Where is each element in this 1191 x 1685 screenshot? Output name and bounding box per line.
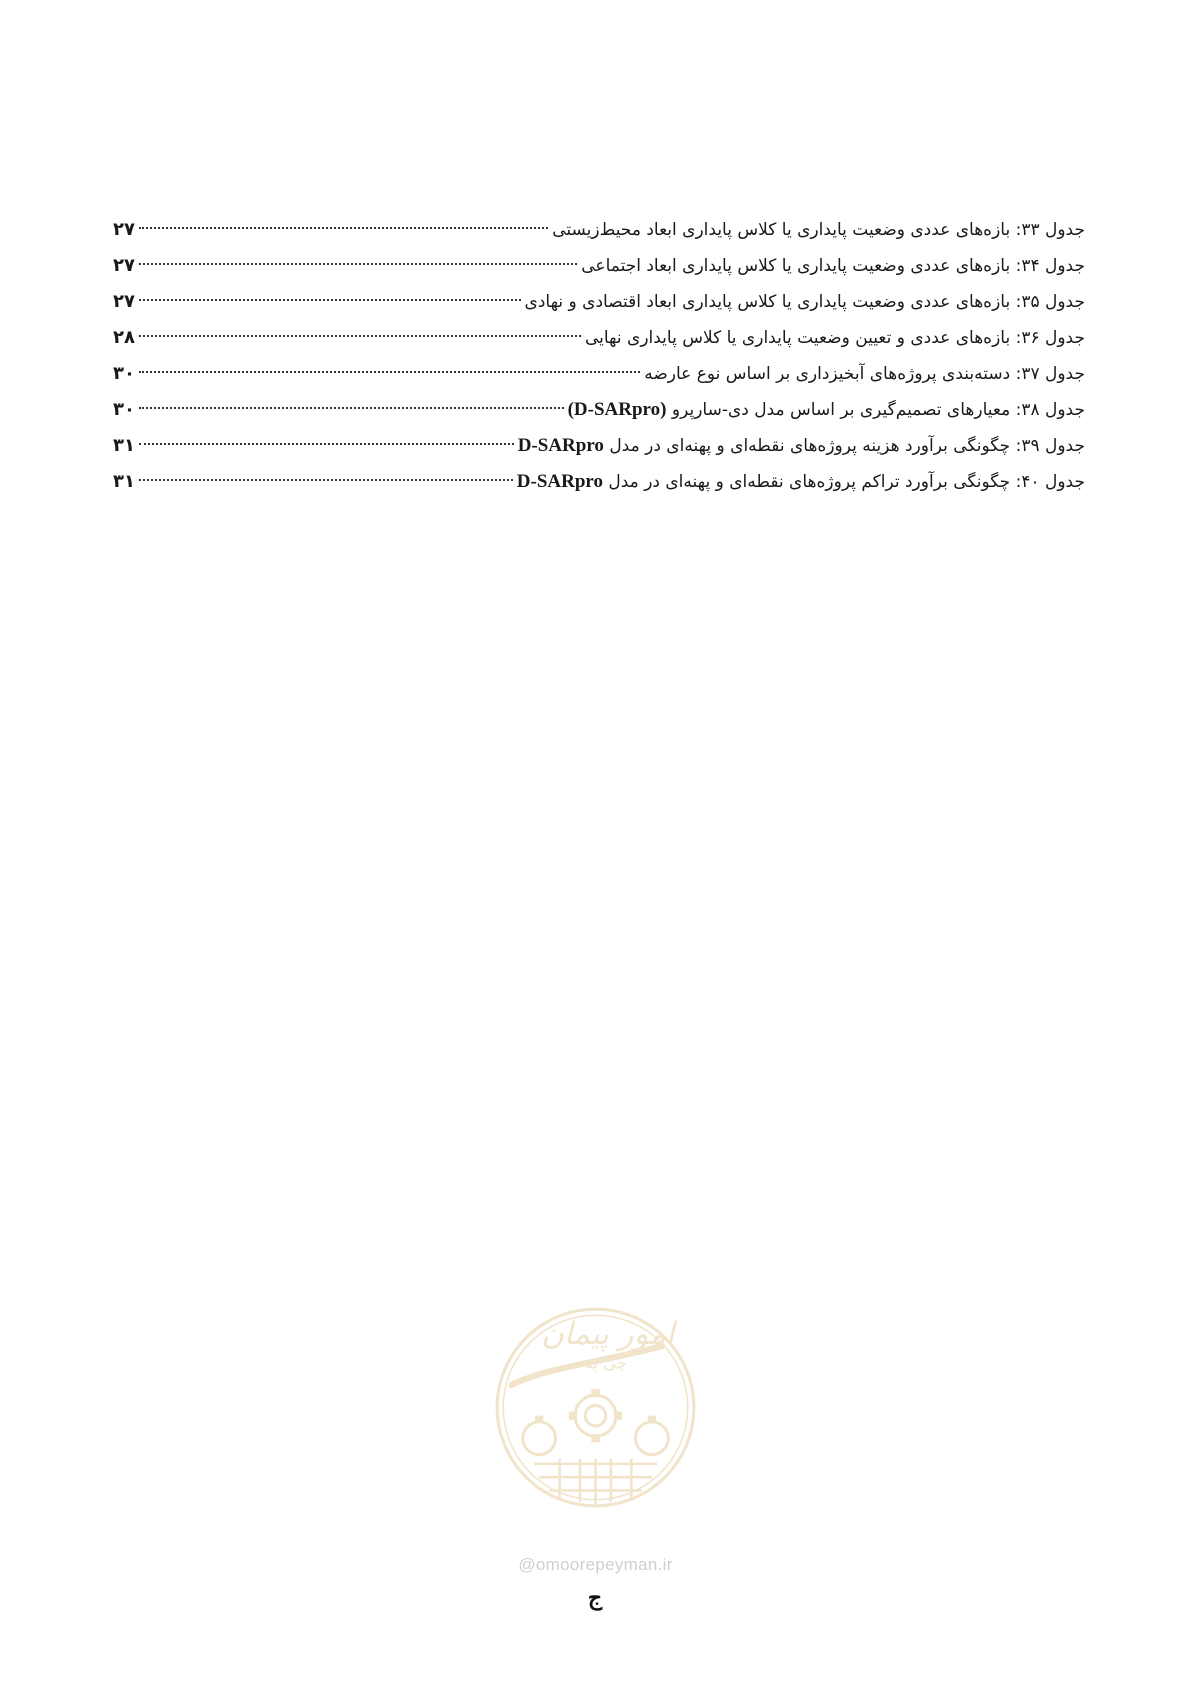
dot-leader	[139, 335, 581, 337]
toc-entry-page: ۳۱	[113, 471, 135, 492]
toc-entry[interactable]	[113, 284, 1085, 320]
toc-entry-page: ۳۰	[113, 399, 135, 420]
dot-leader	[139, 479, 513, 481]
watermark-logo	[493, 1305, 698, 1510]
toc-entry-page: ۳۰	[113, 363, 135, 384]
dot-leader	[139, 263, 577, 265]
toc-entry[interactable]	[113, 212, 1085, 248]
dot-leader	[139, 227, 548, 229]
dot-leader	[139, 407, 564, 409]
toc-entry-title: جدول ۳۵: بازه‌های عددی وضعیت پایداری یا کلاس پایداری ابعاد اقتصادی و نهادی	[524, 292, 1085, 312]
toc-entry-title: جدول ۴۰: چگونگی برآورد تراکم پروژه‌های نقطه‌ای و پهنه‌ای در مدل D-SARpro	[516, 471, 1085, 492]
watermark-logo-text: امور پیمان	[541, 1315, 675, 1352]
watermark-logo-subtext: چی په	[584, 1353, 627, 1373]
toc-entry[interactable]	[113, 320, 1085, 356]
toc-entry-title: جدول ۳۴: بازه‌های عددی وضعیت پایداری یا کلاس پایداری ابعاد اجتماعی	[581, 256, 1085, 276]
toc-entry-title: جدول ۳۹: چگونگی برآورد هزینه پروژه‌های نقطه‌ای و پهنه‌ای در مدل D-SARpro	[517, 435, 1085, 456]
toc-entry-title: جدول ۳۸: معیارهای تصمیم‌گیری بر اساس مدل دی-سارپرو (D-SARpro)	[567, 399, 1085, 420]
dot-leader	[139, 371, 640, 373]
toc-entry-title: جدول ۳۳: بازه‌های عددی وضعیت پایداری یا کلاس پایداری ابعاد محیط‌زیستی	[552, 220, 1085, 240]
toc-entry[interactable]	[113, 356, 1085, 392]
toc-entry-page: ۲۷	[113, 291, 135, 312]
toc-entry-page: ۲۷	[113, 219, 135, 240]
toc-entry[interactable]	[113, 464, 1085, 500]
dot-leader	[139, 443, 514, 445]
page-number: ج	[587, 1585, 603, 1611]
toc-entry-page: ۲۸	[113, 327, 135, 348]
toc-entry-page: ۳۱	[113, 435, 135, 456]
dot-leader	[139, 299, 521, 301]
toc-entry[interactable]	[113, 248, 1085, 284]
toc-entry-page: ۲۷	[113, 255, 135, 276]
watermark-caption: @omoorepeyman.ir	[518, 1555, 673, 1574]
table-of-tables	[113, 212, 1085, 500]
toc-entry-title: جدول ۳۶: بازه‌های عددی و تعیین وضعیت پایداری یا کلاس پایداری نهایی	[584, 328, 1085, 348]
toc-entry[interactable]	[113, 392, 1085, 428]
toc-entry[interactable]	[113, 428, 1085, 464]
toc-entry-title: جدول ۳۷: دسته‌بندی پروژه‌های آبخیزداری بر اساس نوع عارضه	[644, 364, 1085, 384]
